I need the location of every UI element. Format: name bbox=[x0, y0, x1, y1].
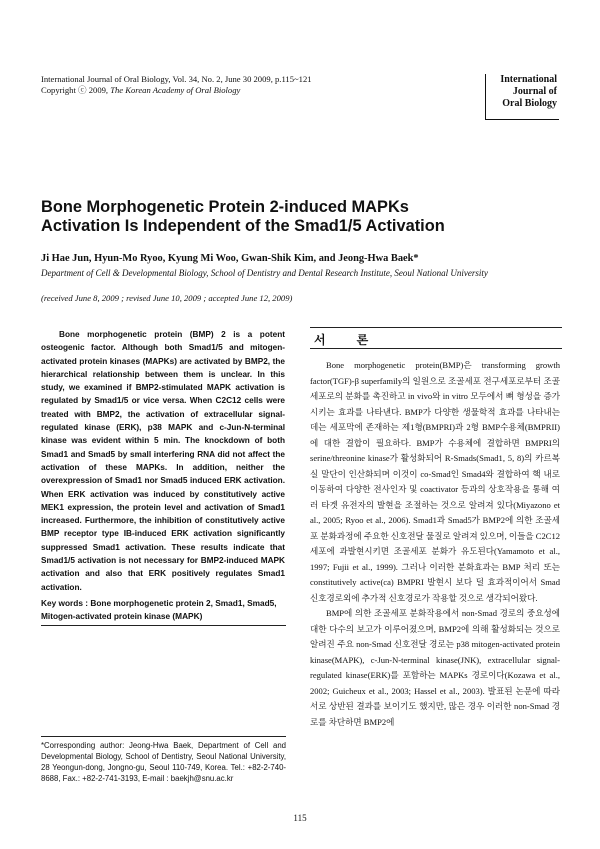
article-title: Bone Morphogenetic Protein 2-induced MAPKs Activation Is Independent of the Smad1/5 Activation bbox=[41, 198, 445, 235]
affiliation: Department of Cell & Developmental Biology, School of Dentistry and Dental Research Institute, Seoul National University bbox=[41, 268, 488, 278]
body-paragraph: BMP에 의한 조골세포 분화작용에서 non-Smad 경로의 중요성에 대한 다수의 보고가 이루어졌으며, BMP2에 의해 활성화되는 것으로 알려진 주요 non-Smad 신호전달 경로는 p38 mitogen-activated protein kinase(MAPK), c-Jun-N-terminal kinase(JNK), extracellular signal-regulated kinase(ERK)를 포함하는 MAPKs 경로이다(Kozawa et al., 2002; Guicheux et al., 2003; Hassel et al., 2003). 발표된 논문에 따라 서로 상반된 결과를 보이기도 했지만, 많은 경우 이러한 non-Smad 경로를 차단하면 BMP2에 bbox=[310, 608, 560, 727]
brand-line: Journal of bbox=[512, 86, 557, 97]
brand-line: International bbox=[500, 74, 557, 85]
introduction-body bbox=[310, 358, 560, 730]
brand-line: Oral Biology bbox=[502, 98, 557, 109]
received-dates: (received June 8, 2009 ; revised June 10, 2009 ; accepted June 12, 2009) bbox=[41, 293, 293, 303]
copyright-prefix: Copyright ⓒ 2009, bbox=[41, 85, 111, 95]
footnote-divider bbox=[41, 736, 286, 737]
section-heading-box bbox=[310, 327, 562, 349]
abstract bbox=[41, 328, 285, 594]
corresponding-author-footnote: *Corresponding author: Jeong-Hwa Baek, Department of Cell and Developmental Biology, School of Dentistry, Seoul National University, 28 Yeongun-dong, Jongno-gu, Seoul 110-749, Korea. Tel.: +82-2-740-8688, Fax.: +82-2-741-3193, E-mail : baekjh@snu.ac.kr bbox=[41, 741, 286, 784]
copyright-holder: The Korean Academy of Oral Biology bbox=[110, 85, 241, 95]
page-number: 115 bbox=[293, 813, 307, 823]
abstract-text: Bone morphogenetic protein (BMP) 2 is a potent osteogenic factor. Although both Smad1/5 and mitogen-activated protein kinases (MAPKs) are activated by BMP2, the hierarchical relationship between them is unclear. In this study, we examined if BMP2-stimulated MAPK activation is regulated by Smad1/5 or vice versa. When C2C12 cells were treated with BMP2, the activation of extracellular signal-regulated kinase (ERK), p38 MAPK and c-Jun-N-terminal kinase was evident within 5 min. The knockdown of both Smad1 and Smad5 by small interfering RNA did not affect the activation of these MAPKs. In addition, neither the overexpression of Smad1 nor Smad5 induced ERK activation. When ERK activation was induced by constitutively active MEK1 expression, the protein level and activation of Smad1 increased. Furthermore, the inhibition of constitutively active BMP receptor type IB-induced ERK activation significantly suppressed Smad1 activation. These results indicate that Smad1/5 activation is not necessary for BMP2-induced MAPK activation and also that ERK positively regulates Smad1 activation. bbox=[41, 330, 285, 592]
copyright-line bbox=[41, 85, 312, 96]
journal-citation: International Journal of Oral Biology, Vol. 34, No. 2, June 30 2009, p.115~121 bbox=[41, 74, 312, 84]
body-paragraph: Bone morphogenetic protein(BMP)은 transforming growth factor(TGF)-β superfamily의 일원으로 조골세포 전구세포로부터 조골세포로의 분화를 촉진하고 in vivo와 in vitro 모두에서 뼈 형성을 증가시키는 효과를 나타낸다. BMP가 다양한 생물학적 효과를 나타내는 데는 세포막에 존재하는 제1형(BMPRI)과 2형 BMP수용체(BMPRII)에 대한 결합이 필요하다. BMP가 수용체에 결합하면 BMPRI의 serine/threonine kinase가 활성화되어 R-Smads(Smad1, 5, 8)의 카르복실 말단이 인산화되며 이것이 co-Smad인 Smad4와 결합하여 핵 내로 이동하여 다양한 전사인자 및 coactivator 등과의 상호작용을 통해 여러 타겟 유전자의 발현을 조절하는 것으로 알려져 있다(Miyazono et al., 2005; Ryoo et al., 2006). Smad1과 Smad5가 BMP2에 의한 조골세포 분화과정에 주요한 신호전달 물질로 알려져 있으며, 이들을 C2C12세포에 과발현시키면 조골세포 분화가 유도된다(Yamamoto et al., 1997; Fujii et al., 1999). 그러나 이러한 분화효과는 BMP 처리 또는 constitutively active(ca) BMPRI 발현시 보다 덜 효과적이어서 Smad 신호경로외에 추가적 신호경로가 작용할 것으로 생각되어왔다. bbox=[310, 360, 560, 603]
author-list: Ji Hae Jun, Hyun-Mo Ryoo, Kyung Mi Woo, Gwan-Shik Kim, and Jeong-Hwa Baek* bbox=[41, 253, 419, 264]
keywords: Key words : Bone morphogenetic protein 2, Smad1, Smad5, Mitogen-activated protein kinase (MAPK) bbox=[41, 598, 277, 622]
keywords-divider bbox=[41, 625, 286, 626]
journal-brand-box bbox=[485, 74, 559, 120]
section-heading: 서 론 bbox=[314, 333, 383, 347]
journal-header bbox=[41, 74, 312, 96]
